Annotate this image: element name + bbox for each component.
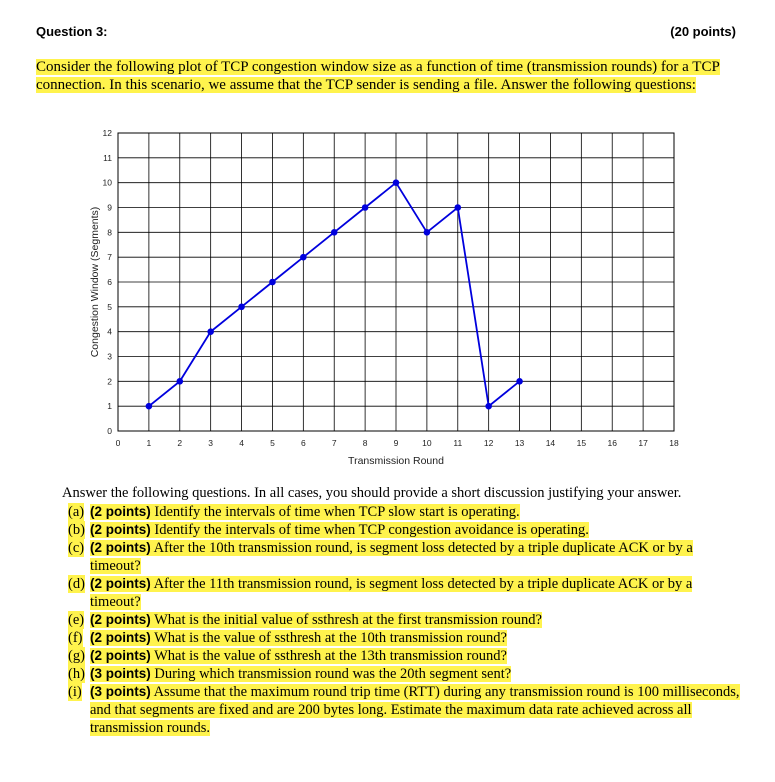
cwnd-data-point <box>424 229 431 236</box>
item-label: (f) <box>68 630 83 646</box>
y-tick-label: 8 <box>107 227 112 238</box>
item-body <box>90 540 693 574</box>
x-tick-label: 0 <box>115 438 121 448</box>
item-points: (2 points) <box>90 522 151 537</box>
item-text: Identify the intervals of time when TCP congestion avoidance is operating. <box>154 522 589 538</box>
item-label: (b) <box>68 522 85 538</box>
question-item <box>62 521 742 539</box>
item-text: What is the value of ssthresh at the 10th transmission round? <box>154 630 507 646</box>
cwnd-data-point <box>269 279 276 286</box>
item-body <box>90 522 589 538</box>
x-tick-label: 15 <box>576 438 587 448</box>
item-body <box>90 684 740 736</box>
answers-section <box>62 484 742 737</box>
y-tick-label: 11 <box>103 152 112 163</box>
cwnd-data-point <box>300 254 307 261</box>
question-title: Question 3: <box>36 24 108 39</box>
item-points: (2 points) <box>90 504 151 519</box>
item-points: (3 points) <box>90 666 151 681</box>
x-tick-label: 12 <box>483 438 494 448</box>
item-text: After the 11th transmission round, is segment loss detected by a triple duplicate ACK or by a timeout? <box>90 576 693 610</box>
question-item <box>62 503 742 521</box>
x-tick-label: 11 <box>453 438 463 448</box>
x-tick-label: 8 <box>362 438 368 448</box>
item-points: (3 points) <box>90 684 151 699</box>
item-label: (c) <box>68 540 85 556</box>
item-label: (a) <box>68 504 85 520</box>
item-text: What is the initial value of ssthresh at the first transmission round? <box>154 612 542 628</box>
x-tick-label: 7 <box>331 438 337 448</box>
question-item <box>62 575 742 611</box>
y-tick-label: 5 <box>107 301 112 312</box>
item-body <box>90 630 507 646</box>
item-text: Identify the intervals of time when TCP slow start is operating. <box>154 504 520 520</box>
cwnd-data-point <box>331 229 338 236</box>
item-body <box>90 666 511 682</box>
item-text: During which transmission round was the 20th segment sent? <box>154 666 512 682</box>
y-tick-label: 0 <box>107 426 112 436</box>
x-tick-label: 14 <box>545 438 556 448</box>
x-tick-label: 3 <box>208 438 214 448</box>
x-tick-label: 1 <box>146 438 152 448</box>
question-item <box>62 629 742 647</box>
y-tick-label: 12 <box>102 128 112 138</box>
question-item <box>62 539 742 575</box>
item-text: After the 10th transmission round, is segment loss detected by a triple duplicate ACK or by a timeout? <box>90 540 693 574</box>
cwnd-data-point <box>362 204 369 211</box>
y-tick-label: 10 <box>102 177 112 188</box>
item-body <box>90 504 520 520</box>
question-item <box>62 647 742 665</box>
x-tick-label: 4 <box>239 438 244 448</box>
question-item <box>62 665 742 683</box>
x-tick-label: 9 <box>393 438 399 448</box>
item-label: (g) <box>68 648 85 664</box>
cwnd-data-point <box>516 378 523 385</box>
y-tick-label: 2 <box>107 376 112 387</box>
item-points: (2 points) <box>90 540 151 555</box>
item-body <box>90 612 542 628</box>
x-tick-label: 18 <box>669 438 679 448</box>
item-body <box>90 648 507 664</box>
question-points: (20 points) <box>670 24 736 39</box>
cwnd-data-point <box>146 403 153 410</box>
cwnd-data-point <box>238 304 245 311</box>
x-tick-label: 16 <box>607 438 617 448</box>
y-tick-label: 7 <box>107 252 112 263</box>
y-tick-label: 6 <box>107 277 112 287</box>
cwnd-data-point <box>454 204 461 211</box>
item-label: (i) <box>68 684 82 700</box>
y-tick-label: 9 <box>107 202 112 213</box>
x-tick-label: 13 <box>514 438 525 448</box>
item-text: What is the value of ssthresh at the 13th transmission round? <box>154 648 507 664</box>
x-axis-label: Transmission Round <box>348 455 444 467</box>
item-points: (2 points) <box>90 576 151 591</box>
cwnd-chart-svg <box>86 128 690 473</box>
question-item <box>62 611 742 629</box>
x-tick-label: 2 <box>177 438 183 448</box>
x-tick-label: 6 <box>300 438 306 448</box>
item-points: (2 points) <box>90 612 151 627</box>
item-body <box>90 576 692 610</box>
cwnd-data-point <box>207 328 214 335</box>
y-axis-label: Congestion Window (Segments) <box>89 206 101 358</box>
item-label: (d) <box>68 576 85 592</box>
question-item <box>62 683 742 737</box>
intro-text: Consider the following plot of TCP congestion window size as a function of time (transmission rounds) for a TCP connection. In this scenario, we assume that the TCP sender is sending a file. Answer the following questions: <box>36 59 720 93</box>
cwnd-chart <box>86 128 690 473</box>
x-tick-label: 10 <box>422 438 432 448</box>
y-tick-label: 1 <box>107 401 112 412</box>
item-label: (e) <box>68 612 85 628</box>
item-label: (h) <box>68 666 85 682</box>
answer-list <box>62 503 742 737</box>
x-tick-label: 5 <box>270 438 275 448</box>
y-tick-label: 4 <box>107 326 112 337</box>
cwnd-data-point <box>485 403 492 410</box>
y-tick-label: 3 <box>107 351 112 362</box>
cwnd-data-point <box>393 179 400 186</box>
item-points: (2 points) <box>90 648 151 663</box>
answers-lead: Answer the following questions. In all cases, you should provide a short discussion justifying your answer. <box>62 485 682 501</box>
item-text: Assume that the maximum round trip time (RTT) during any transmission round is 100 milliseconds, and that segments are fixed and are 200 bytes long. Estimate the maximum data rate achieved across all transmission rounds. <box>90 684 740 736</box>
question-intro <box>36 58 726 94</box>
x-tick-label: 17 <box>638 438 648 448</box>
cwnd-data-point <box>176 378 183 385</box>
question-header <box>36 24 736 44</box>
item-points: (2 points) <box>90 630 151 645</box>
